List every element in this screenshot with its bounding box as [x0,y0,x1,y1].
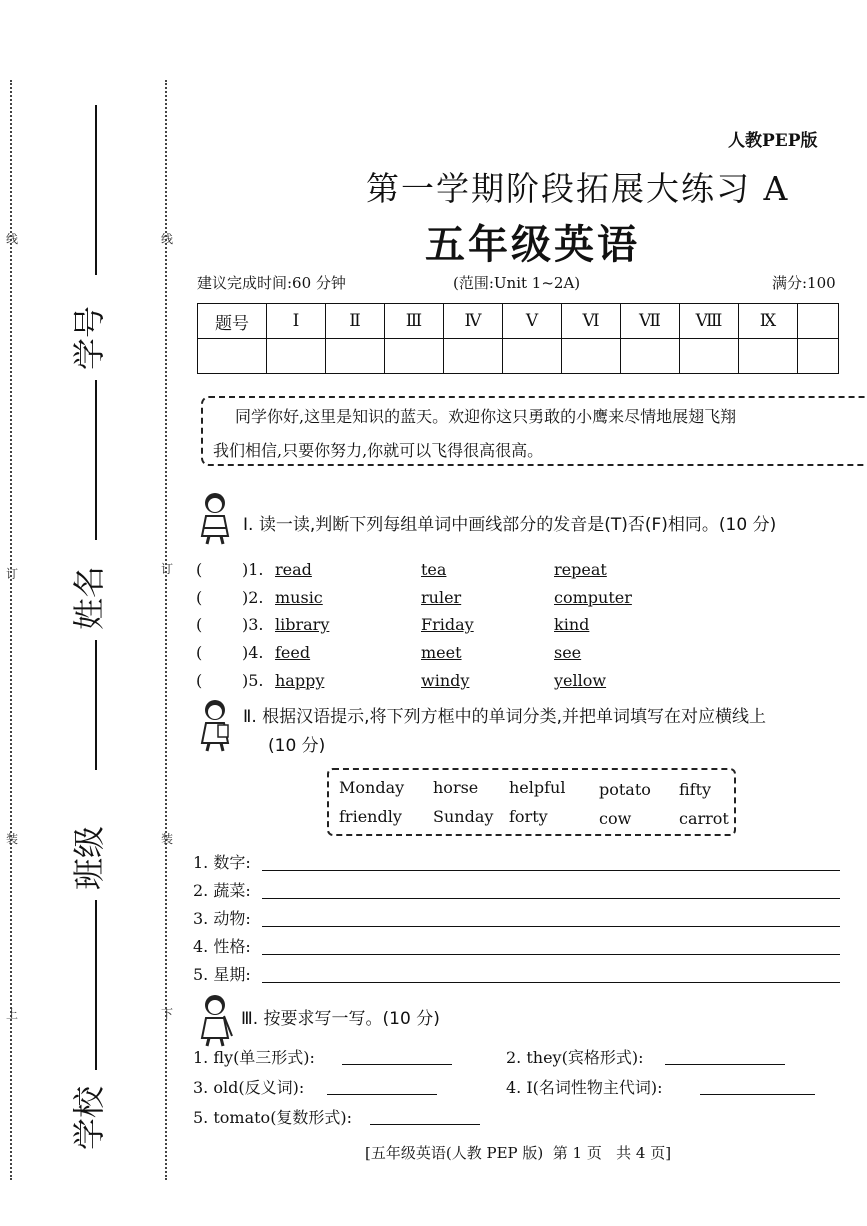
word: windy [421,671,470,690]
section1-row: ( [196,671,203,690]
banji-label: 班级 [70,825,108,890]
section1-row: ( [196,643,203,662]
task-label: 1. fly(单三形式): [193,1048,315,1067]
category-answer-line[interactable] [262,926,840,927]
task-label: 5. tomato(复数形式): [193,1108,353,1127]
task-answer-line[interactable] [700,1094,815,1095]
score-table-cell: Ⅵ [562,304,621,339]
section1-row: ( [196,615,203,634]
category-label: 5. 星期: [193,965,251,984]
item-number: )5. [242,671,264,690]
section1-row: ( [196,560,203,579]
answer-blank[interactable] [206,671,242,691]
score-table-cell: Ⅰ [267,304,326,339]
full-score: 满分:100 [772,274,836,292]
xingming-label: 姓名 [70,565,108,630]
task-label: 2. they(宾格形式): [506,1048,644,1067]
answer-blank[interactable] [206,560,242,580]
intro-line-1: 同学你好,这里是知识的蓝天。欢迎你这只勇敢的小鹰来尽情地展翅飞翔 [235,407,737,426]
section2-score: (10 分) [268,736,326,756]
score-input-cell[interactable] [562,339,621,374]
margin-ding-left: 订 [6,567,19,581]
word-box-item: potato [599,780,651,799]
item-number: )1. [242,560,264,579]
word: kind [554,615,590,634]
task-label: 3. old(反义词): [193,1078,305,1097]
item-number: )2. [242,588,264,607]
score-input-cell[interactable] [444,339,503,374]
category-answer-line[interactable] [262,982,840,983]
margin-zhuang-left: 装 [6,832,19,846]
section3-title: Ⅲ. 按要求写一写。(10 分) [241,1009,440,1029]
intro-line-2: 我们相信,只要你努力,你就可以飞得很高很高。 [213,441,544,460]
category-answer-line[interactable] [262,870,840,871]
girl-icon [196,992,234,1048]
category-label: 1. 数字: [193,853,251,872]
score-table-cell: 题号 [198,304,267,339]
word: Friday [421,615,474,634]
word-box-item: forty [509,807,548,826]
score-input-cell[interactable] [503,339,562,374]
category-label: 2. 蔬菜: [193,881,251,900]
score-table-cell: Ⅷ [680,304,739,339]
word-box-item: Monday [339,778,405,797]
xuehao-label: 学号 [70,305,108,370]
banji-line[interactable] [95,900,97,1070]
scope: (范围:Unit 1~2A) [453,274,581,292]
section1-title: Ⅰ. 读一读,判断下列每组单词中画线部分的发音是(T)否(F)相同。(10 分) [243,515,777,535]
score-table-header [198,304,839,339]
word-box-item: cow [599,809,632,828]
word: ruler [421,588,462,607]
task-answer-line[interactable] [370,1124,480,1125]
item-number: )4. [242,643,264,662]
score-input-cell[interactable] [798,339,839,374]
category-label: 4. 性格: [193,937,251,956]
word: yellow [554,671,607,690]
word-box [327,768,736,836]
score-table-input-row[interactable] [198,339,839,374]
word: read [275,560,312,579]
word: feed [275,643,311,662]
word-box-item: horse [433,778,479,797]
word: computer [554,588,632,607]
edition-label: 人教PEP版 [728,131,818,151]
word: music [275,588,323,607]
score-input-cell[interactable] [621,339,680,374]
exam-subtitle: 五年级英语 [425,222,640,268]
margin-ding-right: 订 [161,562,174,576]
score-table-cell: Ⅶ [621,304,680,339]
margin-xian-right: 线 [161,232,174,246]
time-limit: 建议完成时间:60 分钟 [197,274,346,292]
word-box-item: carrot [679,809,729,828]
word: see [554,643,582,662]
word: tea [421,560,447,579]
girl-icon [196,490,234,546]
exam-title: 第一学期阶段拓展大练习 A [366,169,790,208]
score-table-cell: Ⅱ [326,304,385,339]
answer-blank[interactable] [206,615,242,635]
score-input-cell[interactable] [326,339,385,374]
xingming-line[interactable] [95,380,97,540]
category-answer-line[interactable] [262,898,840,899]
girl-icon [196,697,234,753]
score-input-cell[interactable] [739,339,798,374]
word: library [275,615,330,634]
task-answer-line[interactable] [342,1064,452,1065]
score-table-cell: Ⅳ [444,304,503,339]
score-input-cell[interactable] [267,339,326,374]
score-table-cell: Ⅸ [739,304,798,339]
section1-row: ( [196,588,203,607]
answer-blank[interactable] [206,588,242,608]
score-input-cell[interactable] [385,339,444,374]
word-box-item: friendly [339,807,402,826]
intro-box [201,396,867,466]
word: repeat [554,560,607,579]
score-table [197,303,839,374]
item-number: )3. [242,615,264,634]
category-answer-line[interactable] [262,954,840,955]
score-table-cell: Ⅴ [503,304,562,339]
xingming-line-lower[interactable] [95,640,97,770]
xuehao-line[interactable] [95,105,97,275]
page-footer: [五年级英语(人教 PEP 版) 第 1 页 共 4 页] [365,1144,672,1162]
xuexiao-label: 学校 [70,1085,108,1150]
category-label: 3. 动物: [193,909,251,928]
word-box-item: fifty [679,780,712,799]
score-table-cell: Ⅲ [385,304,444,339]
score-input-cell[interactable] [680,339,739,374]
margin-xia-right: 下 [161,1007,174,1021]
word-box-item: Sunday [433,807,494,826]
task-answer-line[interactable] [327,1094,437,1095]
answer-blank[interactable] [206,643,242,663]
section2-title: Ⅱ. 根据汉语提示,将下列方框中的单词分类,并把单词填写在对应横线上 [243,707,766,727]
task-answer-line[interactable] [665,1064,785,1065]
word: happy [275,671,325,690]
word: meet [421,643,462,662]
task-label: 4. I(名词性物主代词): [506,1078,663,1097]
margin-xian-left: 线 [6,232,19,246]
word-box-item: helpful [509,778,566,797]
margin-zhuang-right: 装 [161,832,174,846]
score-input-cell[interactable] [198,339,267,374]
score-table-cell [798,304,839,339]
margin-shang-left: 上 [6,1007,19,1021]
